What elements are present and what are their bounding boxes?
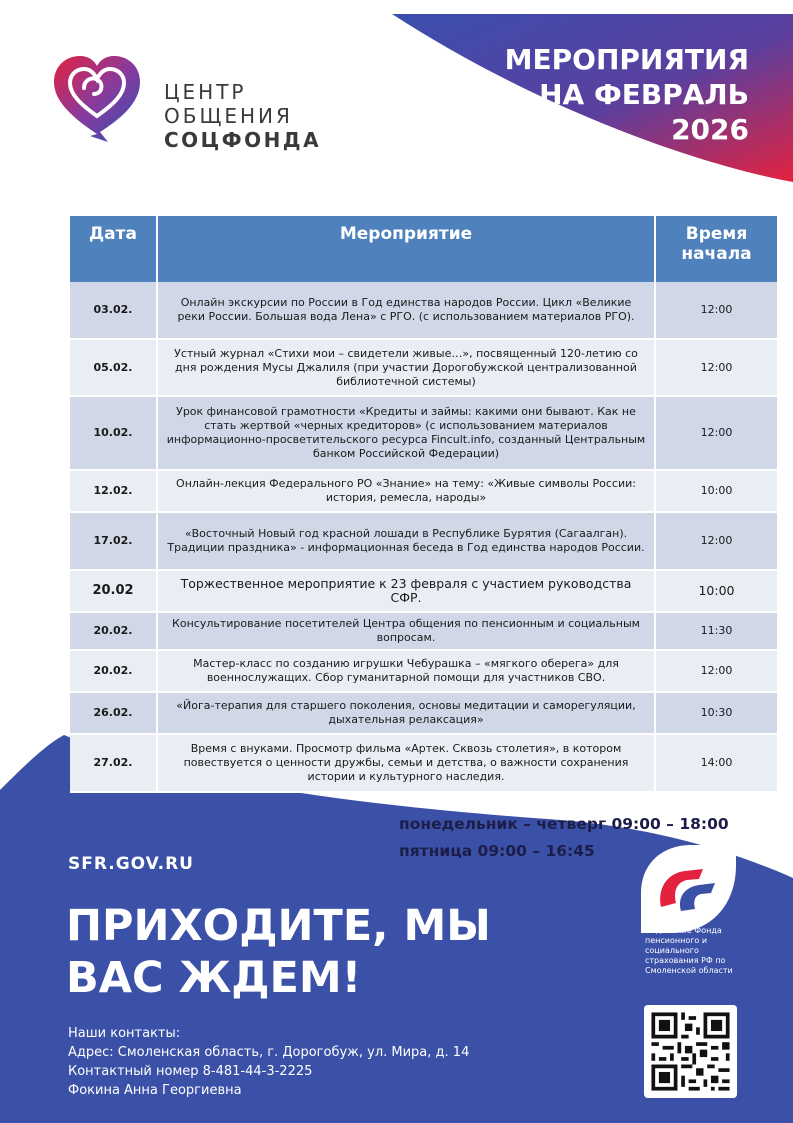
- table-row: [70, 396, 777, 470]
- row-date: 17.02.: [70, 512, 157, 570]
- row-event: Торжественное мероприятие к 23 февраля с участием руководства СФР.: [157, 570, 655, 612]
- row-time: 11:30: [655, 612, 777, 650]
- table-row: [70, 570, 777, 612]
- slogan-line-2: ВАС ЖДЕМ!: [66, 953, 362, 1003]
- header-time: Время начала: [655, 216, 777, 282]
- header-event: Мероприятие: [157, 216, 655, 282]
- table-row: [70, 612, 777, 650]
- table-header-row: [70, 216, 777, 282]
- row-date: 20.02.: [70, 650, 157, 692]
- contacts-title: Наши контакты:: [68, 1026, 181, 1041]
- table-row: [70, 339, 777, 396]
- row-time: 14:00: [655, 734, 777, 792]
- sfr-caption: Отделение Фонда пенсионного и социального страхования РФ по Смоленской области: [645, 926, 733, 975]
- hours-weekdays: понедельник – четверг 09:00 – 18:00: [399, 815, 729, 833]
- page-title: [505, 42, 749, 147]
- contacts-address: Адрес: Смоленская область, г. Дорогобуж, ул. Мира, д. 14: [68, 1045, 470, 1060]
- brand-name: [164, 80, 321, 152]
- table-row: [70, 470, 777, 512]
- row-date: 03.02.: [70, 282, 157, 339]
- table-row: [70, 512, 777, 570]
- title-line-3: 2026: [671, 113, 749, 146]
- events-table: [70, 216, 777, 793]
- row-event: «Восточный Новый год красной лошади в Республике Бурятия (Сагаалган). Традиции праздника» - информационная беседа в Год единства народов России.: [157, 512, 655, 570]
- row-event: «Йога-терапия для старшего поколения, основы медитации и саморегуляции, дыхательная релаксация»: [157, 692, 655, 734]
- row-time: 12:00: [655, 650, 777, 692]
- table-row: [70, 650, 777, 692]
- row-event: Онлайн экскурсии по России в Год единства народов России. Цикл «Великие реки России. Большая вода Лена» с РГО. (с использованием материалов РГО).: [157, 282, 655, 339]
- row-time: 10:00: [655, 570, 777, 612]
- row-time: 12:00: [655, 396, 777, 470]
- row-date: 10.02.: [70, 396, 157, 470]
- title-line-1: МЕРОПРИЯТИЯ: [504, 43, 749, 76]
- brand-line-2: ОБЩЕНИЯ: [164, 104, 293, 128]
- row-time: 12:00: [655, 282, 777, 339]
- table-row: [70, 282, 777, 339]
- row-event: Устный журнал «Стихи мои – свидетели живые…», посвященный 120-летию со дня рождения Мусы Джалиля (при участии Дорогобужской централизованной библиотечной системы): [157, 339, 655, 396]
- row-date: 20.02: [70, 570, 157, 612]
- row-event: Консультирование посетителей Центра общения по пенсионным и социальным вопросам.: [157, 612, 655, 650]
- header-date: Дата: [70, 216, 157, 282]
- table-row: [70, 734, 777, 792]
- contacts-person: Фокина Анна Георгиевна: [68, 1083, 242, 1098]
- sfr-logo-icon: [641, 845, 736, 933]
- brand-line-1: ЦЕНТР: [164, 80, 247, 104]
- row-date: 05.02.: [70, 339, 157, 396]
- row-event: Урок финансовой грамотности «Кредиты и займы: какими они бывают. Как не стать жертвой «черных кредиторов» (с использованием материалов информационно-просветительского ресурса Fincult.info, созданный Центральным банком Российской Федерации): [157, 396, 655, 470]
- qr-code-icon[interactable]: [644, 1005, 737, 1098]
- website-link[interactable]: SFR.GOV.RU: [68, 854, 194, 874]
- title-line-2: НА ФЕВРАЛЬ: [539, 78, 749, 111]
- slogan: [66, 900, 491, 1004]
- centre-logo-icon: [50, 52, 145, 144]
- row-event: Мастер-класс по созданию игрушки Чебурашка – «мягкого оберега» для военнослужащих. Сбор гуманитарной помощи для участников СВО.: [157, 650, 655, 692]
- row-date: 26.02.: [70, 692, 157, 734]
- table-row: [70, 692, 777, 734]
- row-date: 12.02.: [70, 470, 157, 512]
- slogan-line-1: ПРИХОДИТЕ, МЫ: [66, 901, 491, 951]
- row-time: 10:30: [655, 692, 777, 734]
- row-time: 12:00: [655, 512, 777, 570]
- row-event: Время с внуками. Просмотр фильма «Артек. Сквозь столетия», в котором повествуется о ценности дружбы, семьи и детства, о важности сохранения истории и культурного наследия.: [157, 734, 655, 792]
- row-time: 10:00: [655, 470, 777, 512]
- row-date: 27.02.: [70, 734, 157, 792]
- row-event: Онлайн-лекция Федерального РО «Знание» на тему: «Живые символы России: история, ремесла, народы»: [157, 470, 655, 512]
- row-time: 12:00: [655, 339, 777, 396]
- row-date: 20.02.: [70, 612, 157, 650]
- brand-line-3: СОЦФОНДА: [164, 128, 322, 152]
- hours-friday: пятница 09:00 – 16:45: [399, 842, 595, 860]
- contacts-phone: Контактный номер 8-481-44-3-2225: [68, 1064, 313, 1079]
- contacts-block: [68, 1024, 469, 1100]
